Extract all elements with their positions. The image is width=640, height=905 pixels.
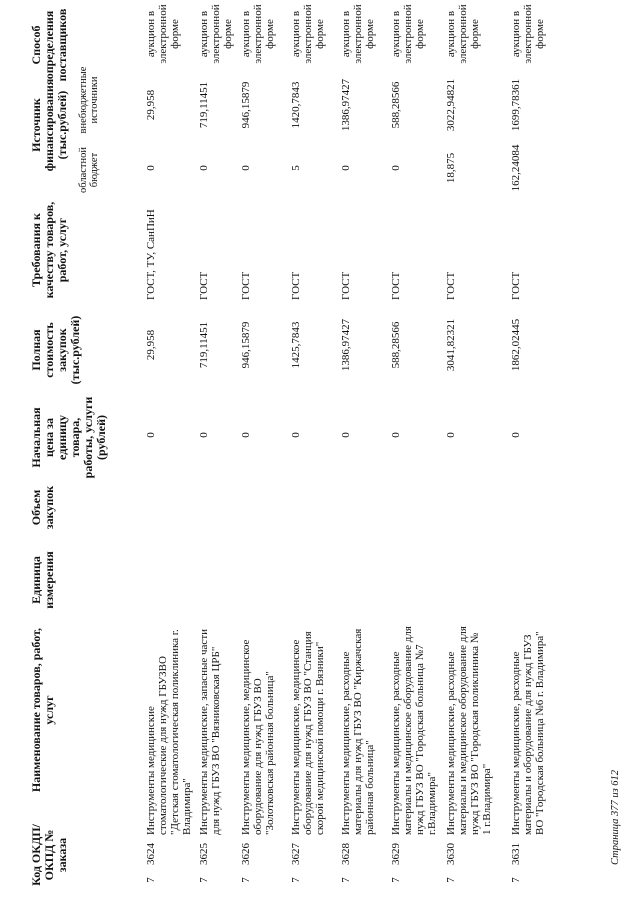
cell-order-number: 3628 bbox=[340, 843, 352, 865]
header-funding: Источник финансирования (тыс.рублей) bbox=[29, 78, 69, 172]
cell-funding-extra: 1420,7843 bbox=[290, 81, 302, 129]
cell-total: 588,28566 bbox=[390, 321, 402, 369]
cell-price: 0 bbox=[145, 432, 157, 438]
cell-method: аукцион в электронной форме bbox=[290, 4, 326, 64]
cell-funding-regional: 0 bbox=[198, 165, 210, 171]
header-quality: Требования к качеству товаров, работ, услуг bbox=[29, 201, 69, 299]
header-total: Полная стоимость закупок (тыс.рублей) bbox=[29, 315, 82, 385]
cell-funding-extra: 29,958 bbox=[145, 89, 157, 121]
cell-order-number: 3624 bbox=[145, 843, 157, 865]
cell-funding-extra: 3022,94821 bbox=[445, 78, 457, 132]
cell-code: 7 bbox=[290, 877, 302, 883]
cell-funding-regional: 0 bbox=[240, 165, 252, 171]
cell-name: Инструменты медицинские, расходные материалы и оборудование для нужд ГБУЗ ВО "Городская больница №6 г. Владимира" bbox=[510, 631, 546, 835]
cell-order-number: 3625 bbox=[198, 843, 210, 865]
cell-order-number: 3629 bbox=[390, 843, 402, 865]
table-header bbox=[0, 0, 140, 905]
cell-name: Инструменты медицинские, расходные материалы и медицинское оборудование для нужд ГБУЗ ВО "Городская поликлиника № 1 г.Владимира" bbox=[445, 626, 493, 835]
cell-order-number: 3627 bbox=[290, 843, 302, 865]
cell-method: аукцион в электронной форме bbox=[240, 4, 276, 64]
cell-funding-regional: 5 bbox=[290, 165, 302, 171]
cell-total: 1425,7843 bbox=[290, 321, 302, 369]
cell-code: 7 bbox=[510, 877, 522, 883]
cell-name: Инструменты медицинские стоматологические для нужд ГБУЗВО "Детская стоматологическая поликлиника г. Владимира" bbox=[145, 629, 193, 835]
page-footer: Страница 377 из 612 bbox=[610, 769, 621, 865]
header-unit: Единица измерения bbox=[29, 551, 56, 609]
cell-funding-regional: 0 bbox=[390, 165, 402, 171]
cell-name: Инструменты медицинские, медицинское оборудование для нужд ГБУЗ ВО "Золотковская районная больница" bbox=[240, 639, 276, 835]
cell-price: 0 bbox=[340, 432, 352, 438]
cell-method: аукцион в электронной форме bbox=[198, 4, 234, 64]
cell-total: 719,11451 bbox=[198, 321, 210, 369]
cell-quality: ГОСТ bbox=[240, 271, 252, 300]
cell-name: Инструменты медицинские, расходные материалы для нужд ГБУЗ ВО "Киржачская районная больница" bbox=[340, 628, 376, 835]
cell-funding-extra: 946,15879 bbox=[240, 81, 252, 129]
cell-price: 0 bbox=[290, 432, 302, 438]
cell-funding-extra: 1386,97427 bbox=[340, 78, 352, 132]
header-funding-regional: областной бюджет bbox=[78, 147, 100, 193]
cell-price: 0 bbox=[510, 432, 522, 438]
cell-total: 1386,97427 bbox=[340, 318, 352, 372]
cell-total: 1862,02445 bbox=[510, 318, 522, 372]
cell-name: Инструменты медицинские, медицинское оборудование для нужд ГБУЗ ВО "Станция скорой медицинской помощи г. Вязники" bbox=[290, 631, 326, 835]
cell-quality: ГОСТ, ТУ, СанПиН bbox=[145, 209, 157, 300]
cell-method: аукцион в электронной форме bbox=[390, 4, 426, 64]
cell-method: аукцион в электронной форме bbox=[445, 4, 481, 64]
cell-quality: ГОСТ bbox=[340, 271, 352, 300]
cell-price: 0 bbox=[390, 432, 402, 438]
cell-order-number: 3630 bbox=[445, 843, 457, 865]
header-name: Наименование товаров, работ, услуг bbox=[29, 627, 56, 793]
cell-method: аукцион в электронной форме bbox=[510, 4, 546, 64]
header-volume: Объем закупок bbox=[29, 485, 56, 530]
cell-method: аукцион в электронной форме bbox=[340, 4, 376, 64]
cell-price: 0 bbox=[445, 432, 457, 438]
cell-funding-extra: 719,11451 bbox=[198, 81, 210, 129]
cell-quality: ГОСТ bbox=[510, 271, 522, 300]
cell-order-number: 3631 bbox=[510, 843, 522, 865]
cell-total: 946,15879 bbox=[240, 321, 252, 369]
cell-order-number: 3626 bbox=[240, 843, 252, 865]
cell-total: 29,958 bbox=[145, 329, 157, 361]
cell-quality: ГОСТ bbox=[445, 271, 457, 300]
cell-funding-regional: 162,24084 bbox=[510, 144, 522, 192]
cell-funding-regional: 0 bbox=[340, 165, 352, 171]
cell-name: Инструменты медицинские, запасные части для нужд ГБУЗ ВО "Вязниковская ЦРБ" bbox=[198, 628, 222, 835]
cell-funding-extra: 588,28566 bbox=[390, 81, 402, 129]
cell-code: 7 bbox=[390, 877, 402, 883]
cell-name: Инструменты медицинские, расходные материалы и медицинское оборудование для нужд ГБУЗ ВО "Городская больница №7 г.Владимира" bbox=[390, 626, 438, 835]
header-method: Способ определения поставщиков bbox=[29, 8, 69, 82]
cell-method: аукцион в электронной форме bbox=[145, 4, 181, 64]
header-code: Код ОКДП/ ОКПД № заказа bbox=[29, 824, 69, 886]
cell-quality: ГОСТ bbox=[198, 271, 210, 300]
cell-code: 7 bbox=[240, 877, 252, 883]
cell-total: 3041,82321 bbox=[445, 318, 457, 372]
cell-funding-regional: 0 bbox=[145, 165, 157, 171]
cell-funding-extra: 1699,78361 bbox=[510, 78, 522, 132]
cell-price: 0 bbox=[240, 432, 252, 438]
header-price: Начальная цена за единицу товара, работы, услуги (рублей) bbox=[29, 396, 108, 479]
cell-code: 7 bbox=[445, 877, 457, 883]
cell-funding-regional: 18,875 bbox=[445, 152, 457, 184]
cell-price: 0 bbox=[198, 432, 210, 438]
cell-code: 7 bbox=[340, 877, 352, 883]
cell-code: 7 bbox=[198, 877, 210, 883]
header-funding-extra: внебюджетные источники bbox=[78, 66, 100, 134]
cell-quality: ГОСТ bbox=[390, 271, 402, 300]
cell-quality: ГОСТ bbox=[290, 271, 302, 300]
cell-code: 7 bbox=[145, 877, 157, 883]
